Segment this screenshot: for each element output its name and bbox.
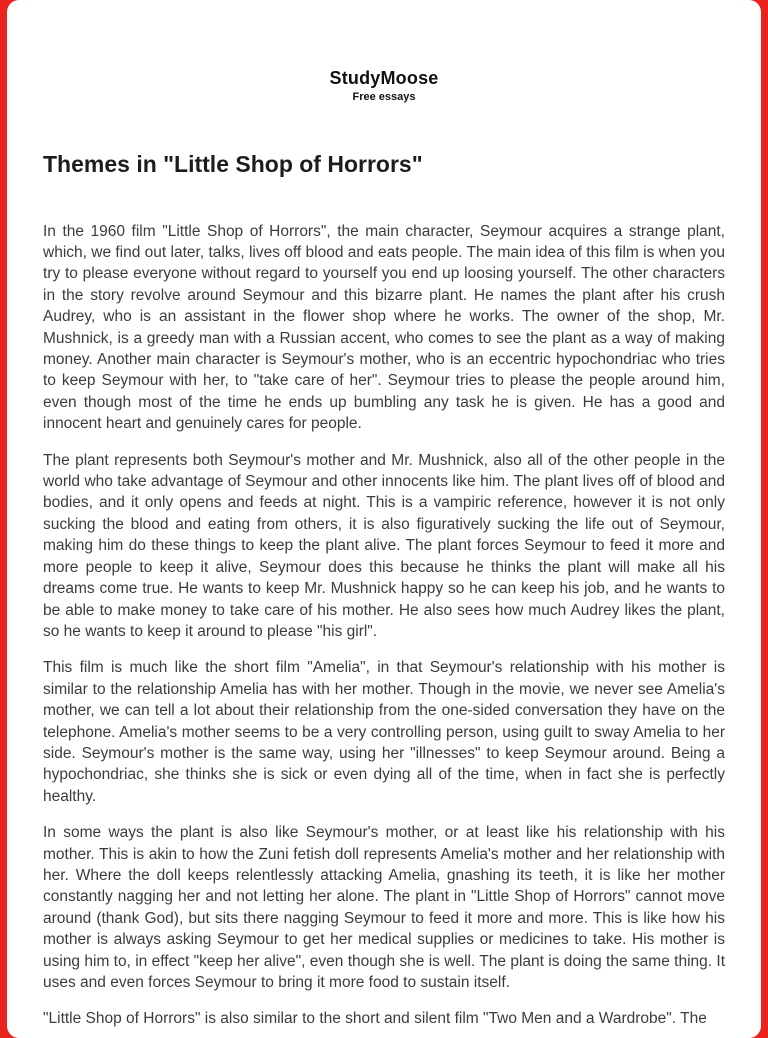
essay-body (43, 221, 725, 1030)
essay-title: Themes in "Little Shop of Horrors" (43, 151, 423, 177)
essay-paragraph: The plant represents both Seymour's mother and Mr. Mushnick, also all of the other people in the world who take advantage of Seymour and other innocents like him. The plant lives off of blood and bodies, and it only opens and feeds at night. This is a vampiric reference, however it is not only sucking the blood and eating from others, it is also figuratively sucking the life out of Seymour, making him do these things to keep the plant alive. The plant forces Seymour to feed it more and more people to keep it alive, Seymour does this because he thinks the plant will make all his dreams come true. He wants to keep Mr. Mushnick happy so he can keep his job, and he wants to be able to make money to take care of his mother. He also sees how much Audrey likes the plant, so he wants to keep it around to please "his girl". (43, 451, 725, 640)
brand-tagline: Free essays (352, 91, 416, 103)
essay-paragraph: In the 1960 film "Little Shop of Horrors", the main character, Seymour acquires a strange plant, which, we find out later, talks, lives off blood and eats people. The main idea of this film is when you try to please everyone without regard to yourself you end up loosing yourself. The other characters in the story revolve around Seymour and this bizarre plant. He names the plant after his crush Audrey, who is an assistant in the flower shop where he works. The owner of the shop, Mr. Mushnick, is a greedy man with a Russian accent, who comes to see the plant as a way of making money. Another main character is Seymour's mother, who is an eccentric hypochondriac who tries to keep Seymour with her, to "take care of her". Seymour tries to please the people around him, even though most of the time he ends up bumbling any task he is given. He has a good and innocent heart and genuinely cares for people. (43, 222, 725, 433)
brand-name: StudyMoose (329, 68, 439, 88)
essay-paragraph: In some ways the plant is also like Seymour's mother, or at least like his relationship with his mother. This is akin to how the Zuni fetish doll represents Amelia's mother and her relationship with her. Where the doll keeps relentlessly attacking Amelia, gnashing its teeth, it is like her mother constantly nagging her and not letting her alone. The plant in "Little Shop of Horrors" cannot move around (thank God), but sits there nagging Seymour to feed it more and more. This is like how his mother is always asking Seymour to get her medical supplies or medicines to take. His mother is using him to, in effect "keep her alive", even though she is well. The plant is doing the same thing. It uses and even forces Seymour to bring it more food to sustain itself. (43, 824, 725, 991)
brand-logo (43, 0, 725, 103)
document-page (7, 0, 761, 1038)
essay-paragraph: "Little Shop of Horrors" is also similar to the short and silent film "Two Men and a Wardrobe". The (43, 1010, 707, 1028)
essay-paragraph: This film is much like the short film "Amelia", in that Seymour's relationship with his mother is similar to the relationship Amelia has with her mother. Though in the movie, we never see Amelia's mother, we can tell a lot about their relationship from the one-sided conversation they have on the telephone. Amelia's mother seems to be a very controlling person, using guilt to sway Amelia to her side. Seymour's mother is the same way, using her "illnesses" to keep Seymour around. Being a hypochondriac, she thinks she is sick or even dying all of the time, when in fact she is perfectly healthy. (43, 659, 725, 805)
